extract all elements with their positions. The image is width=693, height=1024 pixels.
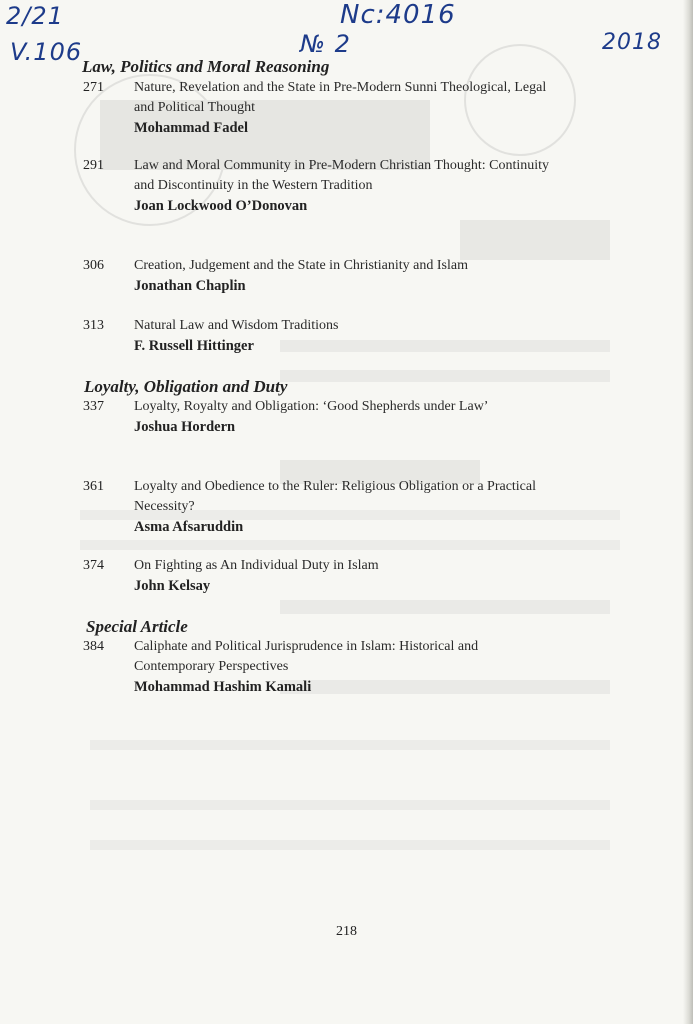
entry-title: On Fighting as An Individual Duty in Islam <box>134 558 379 573</box>
entry-author: John Kelsay <box>134 578 211 594</box>
handwritten-note-top-left: 2/21 <box>6 2 64 30</box>
toc-entry <box>83 397 553 437</box>
entry-author: Joan Lockwood O’Donovan <box>134 198 308 214</box>
entry-page-number: 306 <box>83 258 104 273</box>
entry-page-number: 374 <box>83 558 104 573</box>
section-heading-loyalty: Loyalty, Obligation and Duty <box>84 377 288 396</box>
handwritten-year: 2018 <box>602 30 662 55</box>
entry-title: Creation, Judgement and the State in Christianity and Islam <box>134 258 468 273</box>
handwritten-issue-number: № 2 <box>300 30 351 58</box>
toc-entry <box>83 316 553 356</box>
handwritten-volume-note: V.106 <box>10 38 83 66</box>
page-number: 218 <box>336 924 357 939</box>
entry-page-number: 313 <box>83 318 104 333</box>
toc-entry <box>83 556 553 596</box>
entry-author: Mohammad Fadel <box>134 120 248 136</box>
entry-author: Mohammad Hashim Kamali <box>134 679 312 695</box>
section-heading-law-politics: Law, Politics and Moral Reasoning <box>82 57 330 76</box>
page-edge-shadow <box>683 0 693 1024</box>
entry-title: Natural Law and Wisdom Traditions <box>134 318 339 333</box>
entry-author: Jonathan Chaplin <box>134 278 246 294</box>
entry-title: Loyalty, Royalty and Obligation: ‘Good Shepherds under Law’ <box>134 399 489 414</box>
toc-entry <box>83 256 553 296</box>
toc-entry <box>83 78 553 138</box>
section-heading-special-article: Special Article <box>86 617 188 636</box>
entry-title: Loyalty and Obedience to the Ruler: Religious Obligation or a Practical Necessity? <box>134 479 537 514</box>
entry-page-number: 384 <box>83 639 104 654</box>
handwritten-catalog-code: Nc:4016 <box>340 0 456 30</box>
entry-title: Law and Moral Community in Pre-Modern Christian Thought: Continuity and Discontinuity in the Western Tradition <box>134 158 550 193</box>
entry-author: Joshua Hordern <box>134 419 236 435</box>
entry-page-number: 291 <box>83 158 104 173</box>
entry-author: Asma Afsaruddin <box>134 519 244 535</box>
entry-page-number: 361 <box>83 479 104 494</box>
toc-entry <box>83 637 553 697</box>
entry-page-number: 271 <box>83 80 104 95</box>
entry-author: F. Russell Hittinger <box>134 338 254 354</box>
toc-entry <box>83 156 553 216</box>
entry-title: Caliphate and Political Jurisprudence in Islam: Historical and Contemporary Perspectives <box>134 639 479 674</box>
toc-entry <box>83 477 553 537</box>
entry-title: Nature, Revelation and the State in Pre-Modern Sunni Theological, Legal and Political Thought <box>134 80 547 115</box>
entry-page-number: 337 <box>83 399 104 414</box>
